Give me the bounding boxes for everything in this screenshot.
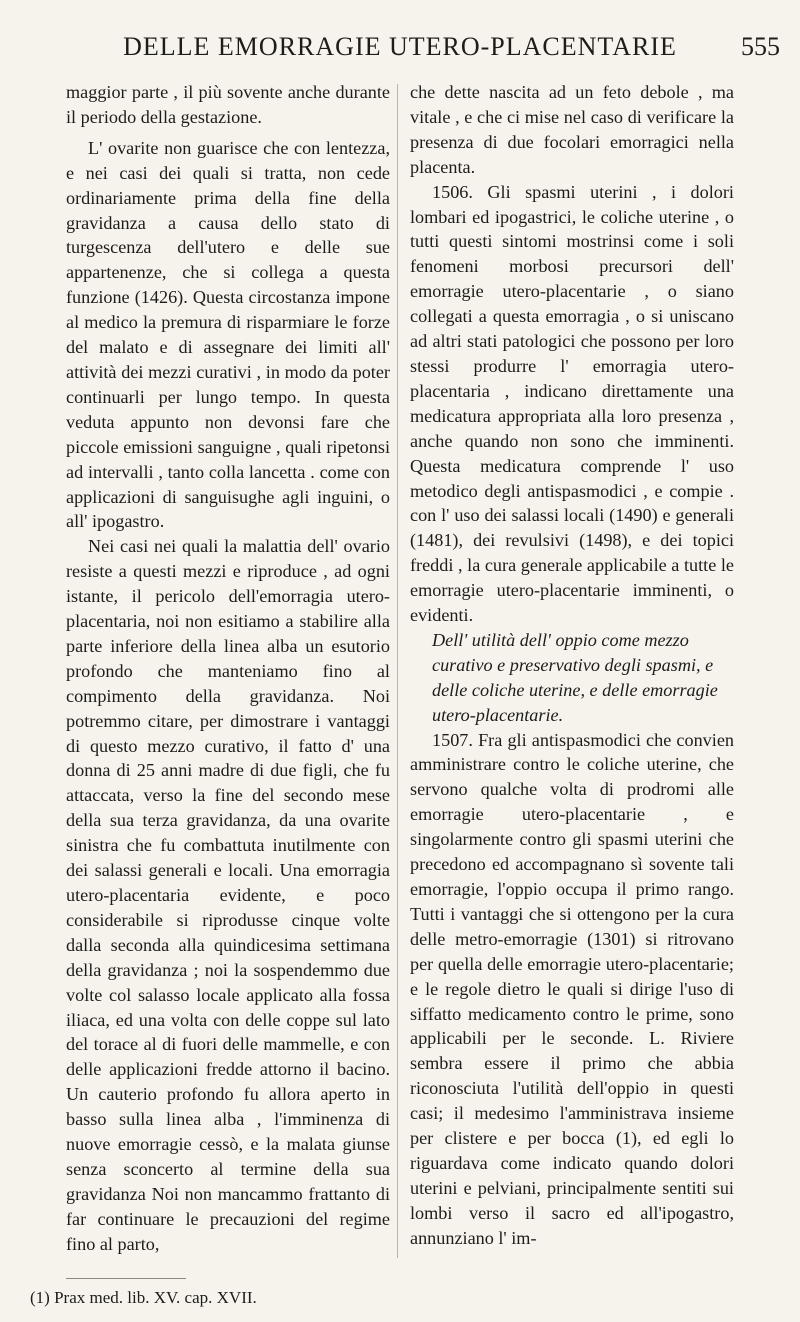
paragraph: Nei casi nei quali la malattia dell' ovario resiste a questi mezzi e riproduce , ad ogni istante, il pericolo dell'emorragia utero-placentaria, noi non esitiamo a stabilire alla parte inferiore della linea alba un esutorio profondo che manteniamo fino al compimento della gravidanza. Noi potremmo citare, per dimostrare i vantaggi di questo mezzo curativo, il fatto d' una donna di 25 anni madre di due figli, che fu attaccata, verso la fine del secondo mese della sua terza gravidanza, da una ovarite sinistra che fu combattuta inutilmente con dei salassi generali e locali. Una emorragia utero-placentaria evidente, e poco considerabile si riprodusse cinque volte dalla seconda alla quindicesima settimana della gravidanza ; noi la sospendemmo due volte col salasso locale applicato alla fossa iliaca, ed una volta con delle coppe sul lato del torace al di fuori delle mammelle, e con delle applicazioni fredde attorno il bacino. Un cauterio profondo fu allora aperto in basso sulla linea alba , l'imminenza di nuove emorragie cessò, e la malata giunse senza sconcerto al termine della sua gravidanza Noi non mancammo frattanto di far continuare le precauzioni del regime fino al parto, [66, 536, 390, 1254]
paragraph: che dette nascita ad un feto debole , ma vitale , e che ci mise nel caso di verificare la presenza di due focolari emorragici nella placenta. [410, 82, 734, 177]
paragraph: 1507. Fra gli antispasmodici che convien amministrare contro le coliche uterine, che servono qualche volta di prodromi alle emorragie utero-placentarie , e singolarmente contro gli spasmi uterini che precedono ed accompagnano sì sovente tali emorragie, l'oppio occupa il primo rango. Tutti i vantaggi che si ottengono per la cura delle metro-emorragie (1301) si ritrovano per quella delle emorragie utero-placentarie; e le regole dietro le quali si dirige l'uso di siffatto medicamento contro le prime, sono applicabili per le seconde. L. Riviere sembra essere il primo che abbia riconosciuta l'utilità dell'oppio in questi casi; il medesimo l'amministrava insieme per clistere e per bocca (1), ed egli lo riguardava come indicato quando dolori uterini e pelviani, principalmente sentiti sui lombi verso il sacro ed all'ipogastro, annunziano l' im- [410, 729, 734, 1248]
running-title: DELLE EMORRAGIE UTERO-PLACENTARIE [123, 32, 677, 61]
page-number: 555 [741, 32, 780, 61]
column-divider [397, 84, 398, 1258]
paragraph: 1506. Gli spasmi uterini , i dolori lombari ed ipogastrici, le coliche uterine , o tutti questi sintomi mostrinsi come i soli fenomeni morbosi precursori dell' emorragie utero-placentarie , o siano collegati a questa emorragia , o si uniscano ad altri stati patologici che possono per loro stessi produrre l' emorragia utero-placentaria , indicano direttamente una medicatura appropriata alla loro presenza , anche quando non sono che imminenti. Questa medicatura comprende l' uso metodico degli antispasmodici , e compie . con l' uso dei salassi locali (1490) e generali (1481), dei revulsivi (1498), e dei topici freddi , la cura generale applicabile a tutte le emorragie utero-placentarie imminenti, o evidenti. [410, 181, 734, 626]
page-header [60, 32, 780, 72]
paragraph: L' ovarite non guarisce che con lentezza, e nei casi dei quali si tratta, non cede ordinariamente prima della fine della gravidanza a causa dello stato di turgescenza dell'utero e delle sue appartenenze, che si collega a questa funzione (1426). Questa circostanza impone al medico la premura di risparmiare le forze del malato e di assegnare dei limiti all' attività dei mezzi curativi , in modo da poter continuarli per lungo tempo. In questa veduta appunto non devonsi fare che piccole emissioni sanguigne , quali ripetonsi ad intervalli , tanto colla lancetta . come con applicazioni di sanguisughe agli inguini, o all' ipogastro. [66, 137, 390, 532]
paragraph: maggior parte , il più sovente anche durante il periodo della gestazione. [66, 82, 390, 127]
right-column [410, 80, 734, 1251]
footnote-divider [66, 1278, 186, 1279]
section-heading: Dell' utilità dell' oppio come mezzo curativo e preservativo degli spasmi, e delle coliche uterine, e delle emorragie utero-placentarie. [432, 629, 718, 725]
left-column [66, 80, 390, 1257]
footnote: (1) Prax med. lib. XV. cap. XVII. [30, 1288, 257, 1307]
